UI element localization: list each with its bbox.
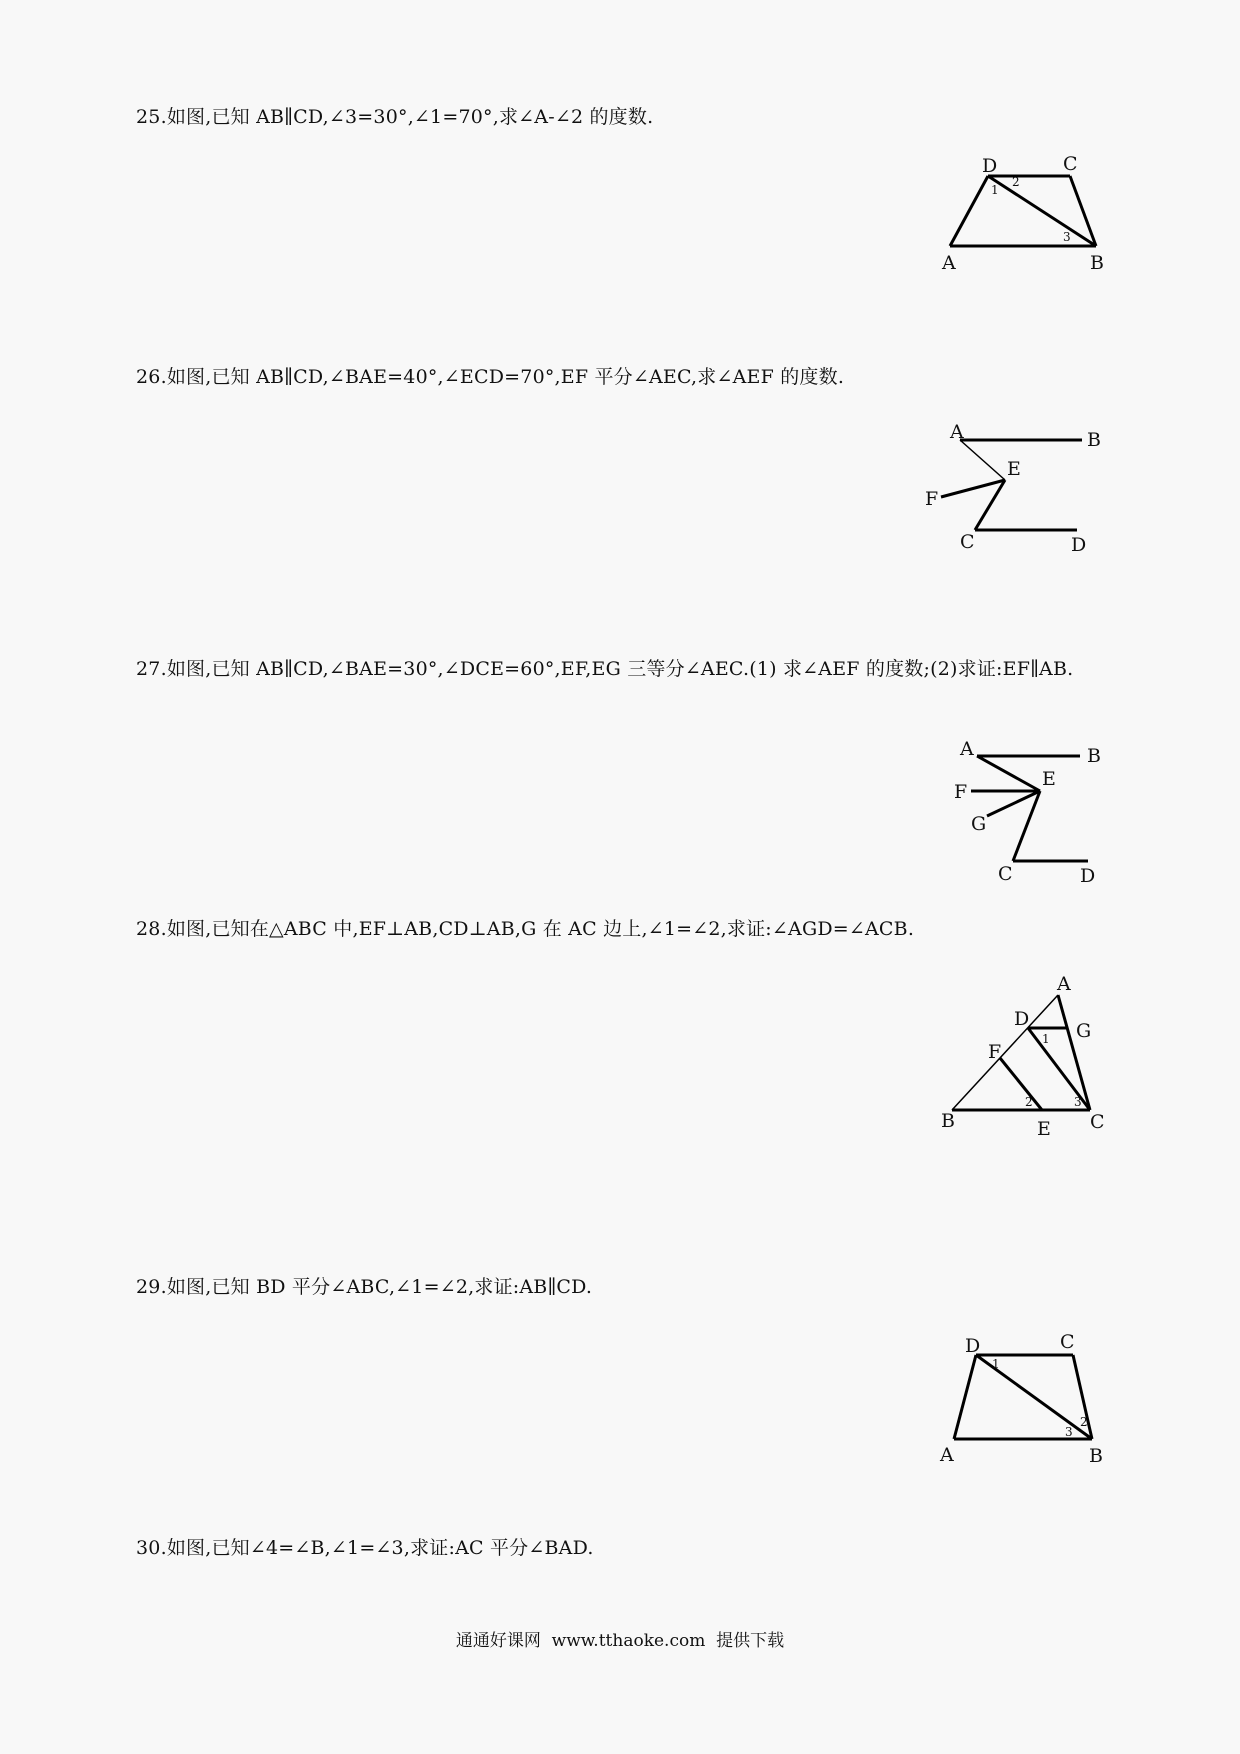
fig29-angle-3: 3	[1065, 1425, 1073, 1439]
fig27-label-F: F	[954, 781, 968, 803]
problem-28-figure	[930, 970, 1120, 1145]
fig26-label-B: B	[1087, 429, 1101, 451]
problem-26-figure	[915, 415, 1125, 565]
fig25-angle-3: 3	[1063, 230, 1071, 244]
fig26-label-A: A	[950, 421, 964, 443]
fig26-label-D: D	[1071, 534, 1087, 556]
fig28-label-D: D	[1014, 1008, 1030, 1030]
problem-26-text: 26.如图,已知 AB∥CD,∠BAE=40°,∠ECD=70°,EF 平分∠AEC,求∠AEF 的度数.	[136, 366, 845, 388]
fig25-label-C: C	[1063, 153, 1078, 175]
fig28-label-A: A	[1057, 973, 1071, 995]
fig28-angle-1: 1	[1042, 1032, 1050, 1046]
fig29-label-D: D	[965, 1335, 981, 1357]
fig27-label-B: B	[1087, 745, 1101, 767]
fig28-label-B: B	[941, 1110, 955, 1132]
fig28-label-E: E	[1037, 1118, 1051, 1140]
fig25-angle-1: 1	[991, 183, 999, 197]
fig25-label-D: D	[982, 155, 998, 177]
fig29-label-B: B	[1089, 1445, 1103, 1467]
problem-27-text: 27.如图,已知 AB∥CD,∠BAE=30°,∠DCE=60°,EF,EG 三等分∠AEC.(1) 求∠AEF 的度数;(2)求证:EF∥AB.	[136, 658, 1074, 680]
fig26-label-E: E	[1007, 458, 1021, 480]
problem-29-figure	[930, 1330, 1130, 1475]
fig27-label-A: A	[960, 740, 974, 760]
fig26-label-C: C	[960, 531, 975, 553]
fig29-angle-2: 2	[1080, 1415, 1088, 1429]
fig27-label-E: E	[1042, 768, 1056, 790]
problem-27-figure	[945, 740, 1135, 890]
fig28-label-C: C	[1090, 1111, 1105, 1133]
problem-25-text: 25.如图,已知 AB∥CD,∠3=30°,∠1=70°,求∠A-∠2 的度数.	[136, 106, 654, 128]
problem-30-text: 30.如图,已知∠4=∠B,∠1=∠3,求证:AC 平分∠BAD.	[136, 1537, 594, 1559]
page-footer: 通通好课网 www.tthaoke.com 提供下载	[455, 1631, 785, 1651]
fig28-angle-3: 3	[1074, 1095, 1082, 1109]
fig28-angle-2: 2	[1025, 1095, 1033, 1109]
problem-28-text: 28.如图,已知在△ABC 中,EF⊥AB,CD⊥AB,G 在 AC 边上,∠1=∠2,求证:∠AGD=∠ACB.	[136, 918, 915, 940]
problem-25-figure	[930, 148, 1130, 278]
fig27-label-D: D	[1080, 865, 1096, 887]
fig26-label-F: F	[925, 488, 939, 510]
fig27-label-G: G	[971, 813, 987, 835]
fig27-label-C: C	[998, 863, 1013, 885]
fig29-label-C: C	[1060, 1331, 1075, 1353]
fig29-angle-1: 1	[992, 1357, 1000, 1371]
fig28-label-F: F	[988, 1041, 1002, 1063]
fig25-label-B: B	[1090, 252, 1104, 274]
fig28-label-G: G	[1076, 1020, 1092, 1042]
fig25-angle-2: 2	[1012, 175, 1020, 189]
fig29-label-A: A	[940, 1444, 954, 1466]
problem-29-text: 29.如图,已知 BD 平分∠ABC,∠1=∠2,求证:AB∥CD.	[136, 1276, 593, 1298]
fig25-label-A: A	[942, 252, 956, 274]
